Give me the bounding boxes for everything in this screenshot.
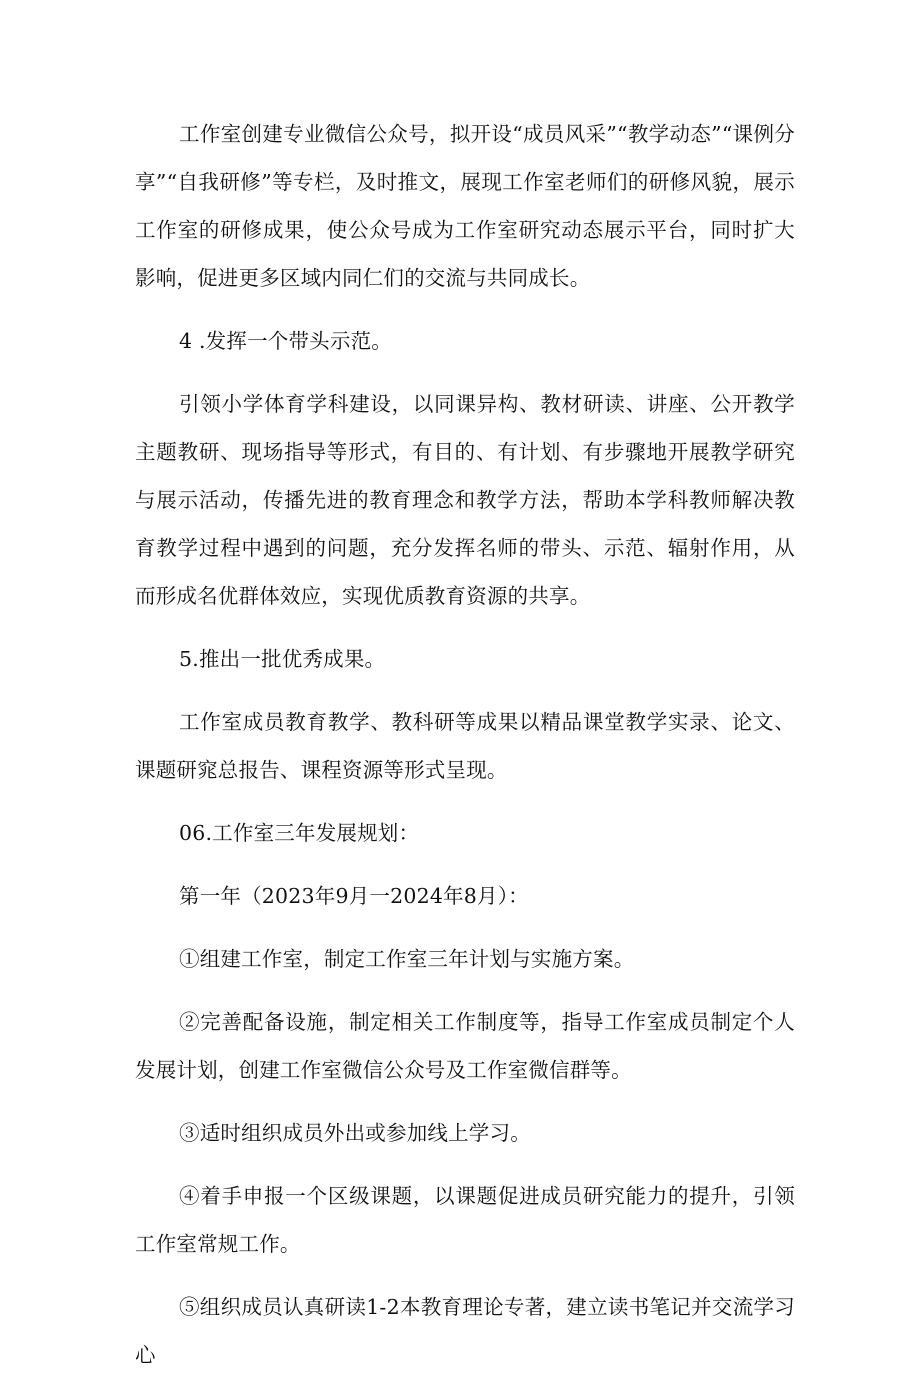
list-item-3: ③适时组织成员外出或参加线上学习。: [179, 1121, 531, 1145]
list-item-2: ②完善配备设施，制定相关工作制度等，指导工作室成员制定个人发展计划，创建工作室微信公众号及工作室微信群等。: [135, 1010, 795, 1082]
heading-first-year: 第一年（2023年9月一2024年8月）：: [179, 884, 529, 908]
list-item-1: ①组建工作室，制定工作室三年计划与实施方案。: [179, 947, 635, 971]
list-item-4: ④着手申报一个区级课题，以课题促进成员研究能力的提升，引领工作室常规工作。: [135, 1184, 795, 1256]
paragraph-results-forms: 工作室成员教育教学、教科研等成果以精品课堂教学实录、论文、课题研窕总报告、课程资源等形式呈现。: [135, 710, 795, 782]
paragraph-lead-subject: 引领小学体育学科建设，以同课异构、教材研读、讲座、公开教学主题教研、现场指导等形式，有目的、有计划、有步骤地开展教学研究与展示活动，传播先进的教育理念和教学方法，帮助本学科教师解决教育教学过程中遇到的问题，充分发挥名师的带头、示范、辐射作用，从而形成名优群体效应，实现优质教育资源的共享。: [135, 392, 795, 608]
list-item-5: ⑤组织成员认真研读1-2本教育理论专著，建立读书笔记并交流学习心: [135, 1295, 795, 1367]
heading-demonstration: 4 .发挥一个带头示范。: [179, 329, 392, 353]
paragraph-wechat-account: 工作室创建专业微信公众号，拟开设“成员风采”“教学动态”“课例分享”“自我研修”等专栏，及时推文，展现工作室老师们的研修风貌，展示工作室的研修成果，使公众号成为工作室研究动态展示平台，同时扩大影响，促进更多区域内同仁们的交流与共同成长。: [135, 122, 795, 290]
heading-outstanding-results: 5.推出一批优秀成果。: [179, 647, 386, 671]
heading-three-year-plan: 06.工作室三年发展规划：: [179, 821, 420, 845]
document-body: [135, 110, 795, 1394]
